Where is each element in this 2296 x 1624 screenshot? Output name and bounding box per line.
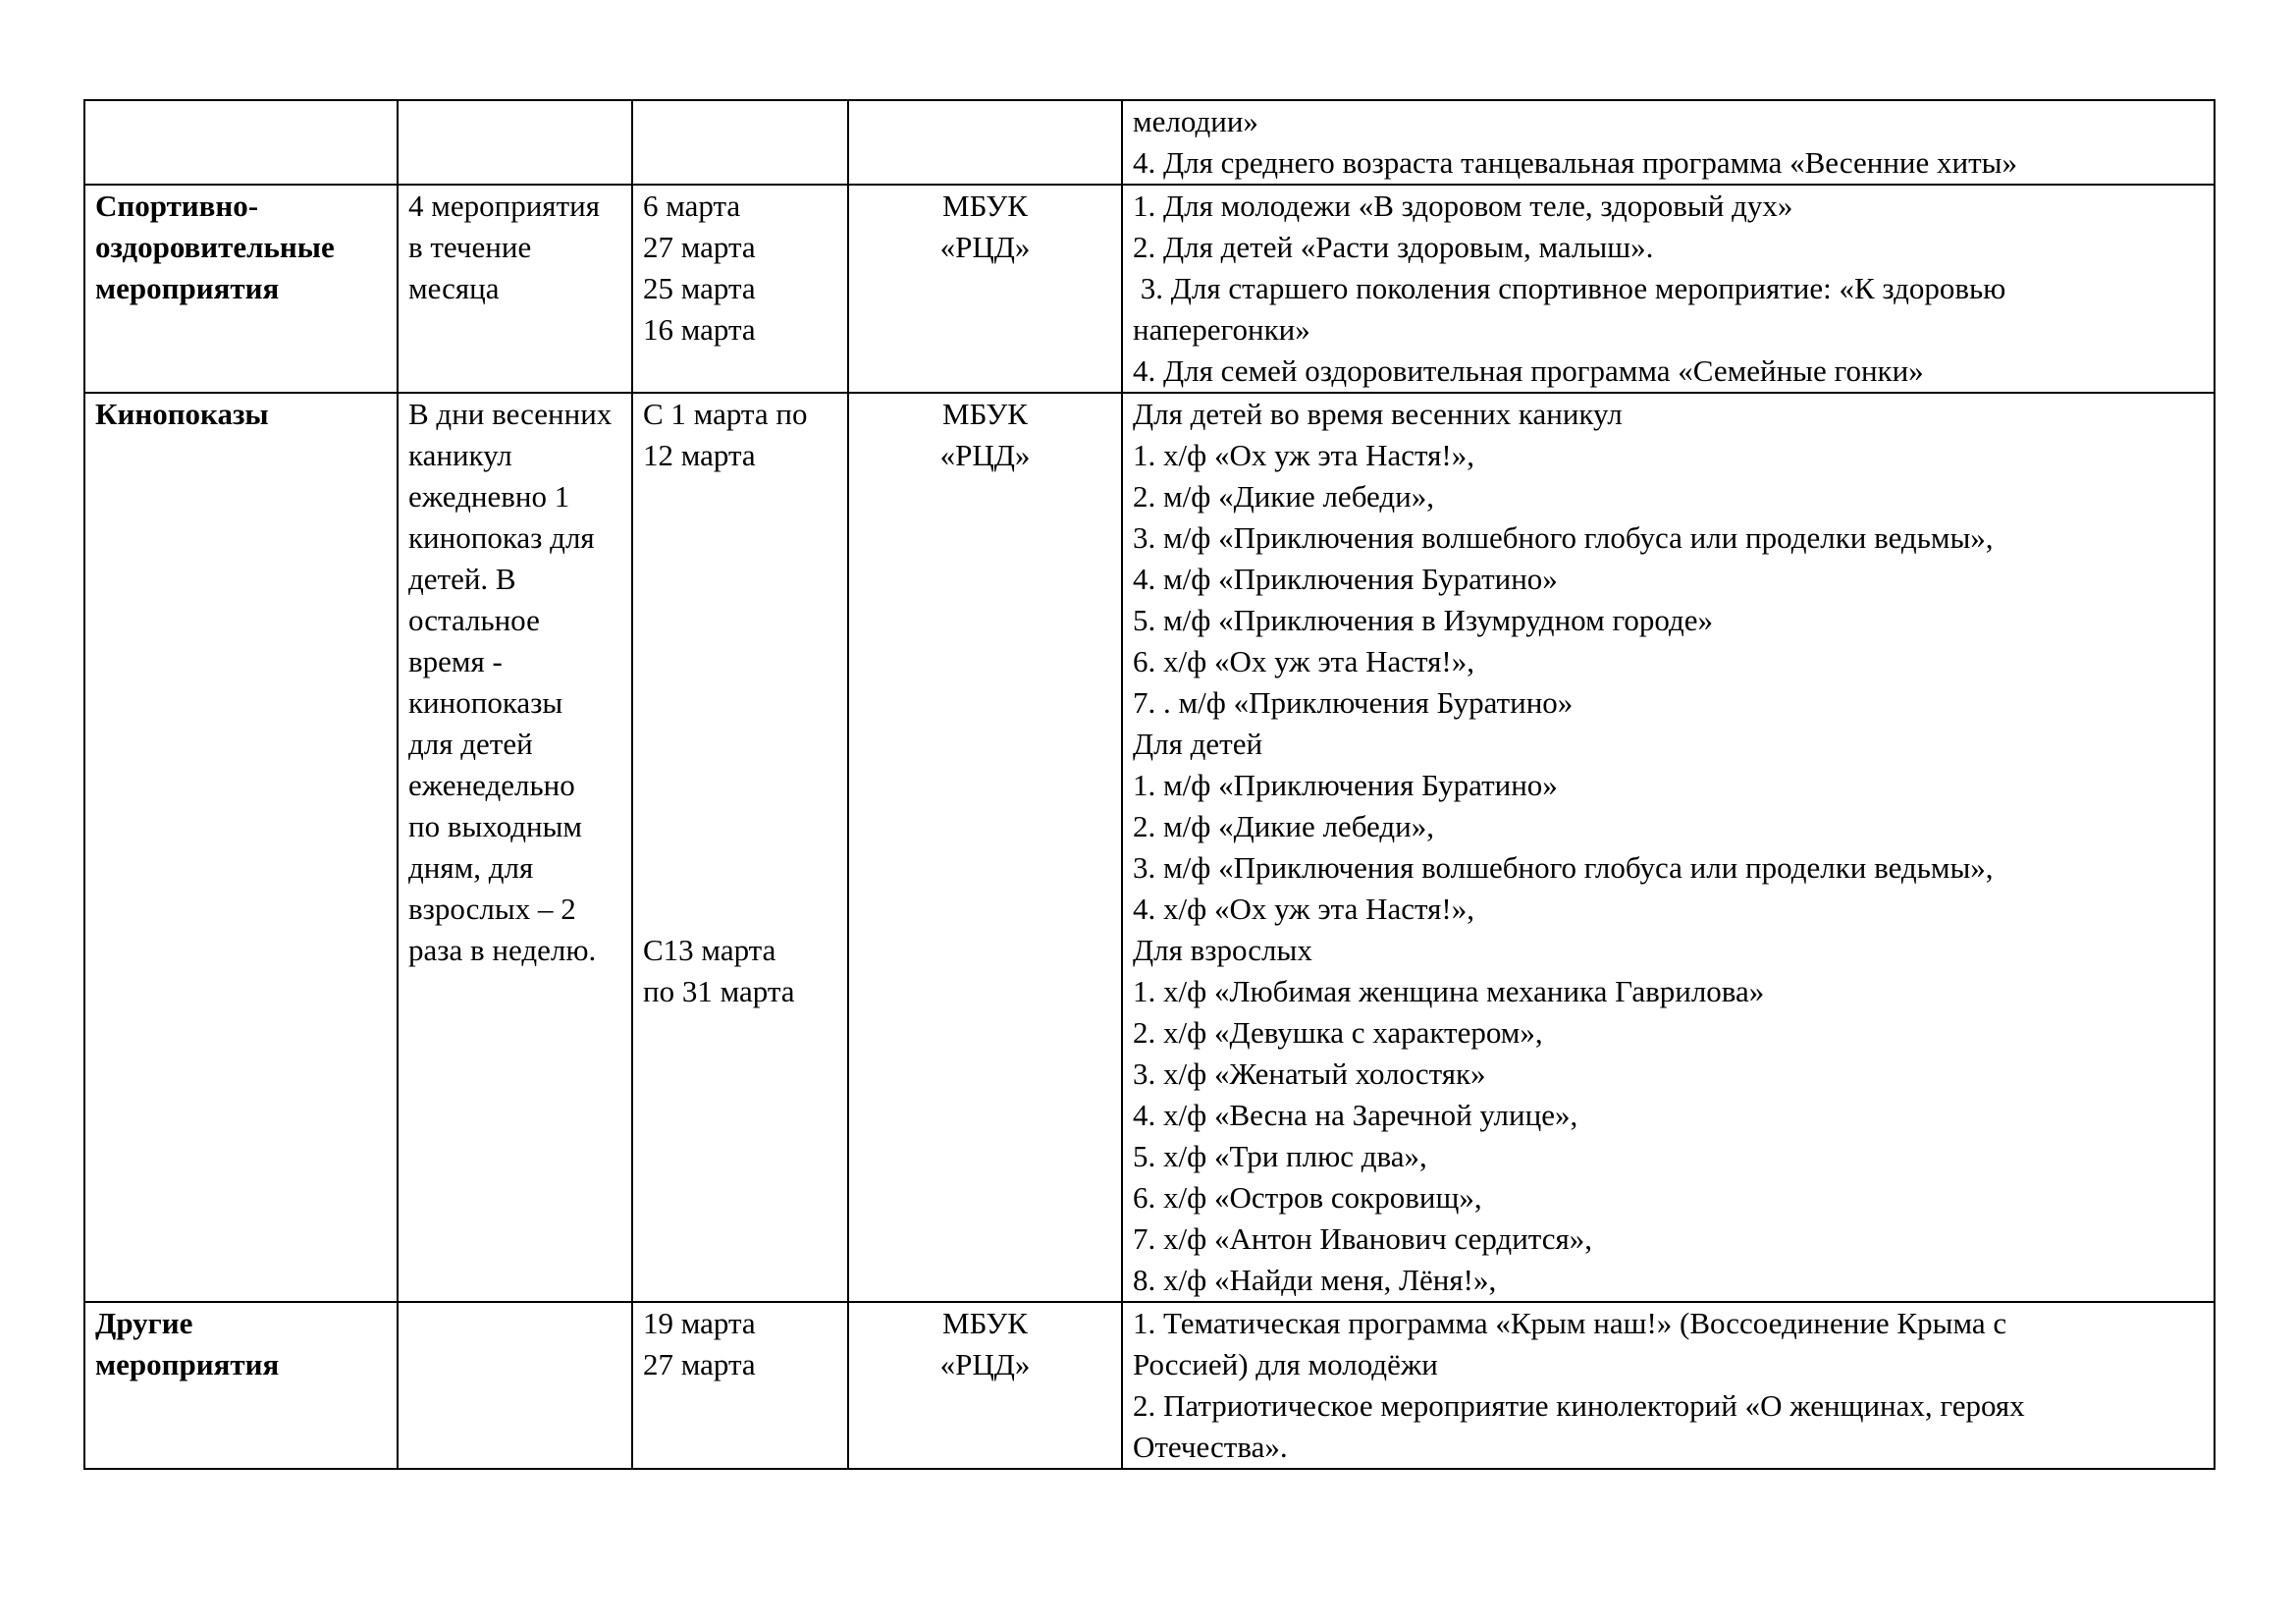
event-line: 2. Патриотическое мероприятие кинолекторий «О женщинах, героях [1133, 1388, 2025, 1423]
frequency-cell [398, 393, 632, 1302]
frequency-text: каникул [408, 438, 512, 472]
date-text: С13 марта [643, 933, 776, 967]
event-line: 6. х/ф «Ох уж эта Настя!», [1133, 644, 1474, 678]
dates-cell [632, 1302, 848, 1469]
event-line: 4. х/ф «Ох уж эта Настя!», [1133, 892, 1474, 926]
frequency-text: в течение [408, 230, 532, 264]
events-cell [1122, 100, 2215, 185]
dates-cell [632, 185, 848, 393]
category-cell [84, 1302, 398, 1469]
event-line: 4. Для среднего возраста танцевальная программа «Весенние хиты» [1133, 145, 2017, 180]
date-spacer [643, 476, 837, 930]
event-line: 1. Для молодежи «В здоровом теле, здоровый дух» [1133, 189, 1793, 223]
event-line: Для детей во время весенних каникул [1133, 397, 1623, 431]
category-label: Другие [95, 1306, 193, 1340]
category-cell [84, 100, 398, 185]
event-line: наперегонки» [1133, 312, 1310, 347]
organizer-text: «РЦД» [939, 1347, 1031, 1381]
event-line: 3. Для старшего поколения спортивное мероприятие: «К здоровью [1133, 271, 2006, 305]
event-line: 2. м/ф «Дикие лебеди», [1133, 479, 1435, 514]
dates-cell [632, 100, 848, 185]
table-row-screenings [84, 393, 2215, 1302]
events-cell [1122, 185, 2215, 393]
table-row-other [84, 1302, 2215, 1469]
date-text: 27 марта [643, 230, 756, 264]
event-line: Для детей [1133, 727, 1263, 761]
date-text: 19 марта [643, 1306, 756, 1340]
events-cell [1122, 393, 2215, 1302]
frequency-text: остальное [408, 603, 540, 637]
event-line: 1. х/ф «Ох уж эта Настя!», [1133, 438, 1474, 472]
frequency-text: кинопоказы [408, 685, 563, 720]
category-cell [84, 393, 398, 1302]
frequency-text: раза в неделю. [408, 933, 597, 967]
date-text: 25 марта [643, 271, 756, 305]
frequency-text: кинопоказ для [408, 520, 595, 555]
event-line: 7. . м/ф «Приключения Буратино» [1133, 685, 1574, 720]
frequency-cell [398, 1302, 632, 1469]
event-line: 1. м/ф «Приключения Буратино» [1133, 768, 1558, 802]
frequency-text: для детей [408, 727, 533, 761]
event-line: 3. х/ф «Женатый холостяк» [1133, 1056, 1486, 1091]
frequency-text: ежедневно 1 [408, 479, 570, 514]
category-cell [84, 185, 398, 393]
event-line: Отечества». [1133, 1430, 1288, 1464]
table-row-continuation [84, 100, 2215, 185]
event-line: 5. м/ф «Приключения в Изумрудном городе» [1133, 603, 1714, 637]
frequency-text: детей. В [408, 562, 516, 596]
frequency-text: еженедельно [408, 768, 575, 802]
date-text: 27 марта [643, 1347, 756, 1381]
frequency-cell [398, 185, 632, 393]
event-line: 2. Для детей «Расти здоровым, малыш». [1133, 230, 1654, 264]
category-label: оздоровительные [95, 230, 335, 264]
organizer-text: МБУК [942, 397, 1028, 431]
event-line: 4. Для семей оздоровительная программа «Семейные гонки» [1133, 353, 1924, 388]
organizer-cell [848, 185, 1122, 393]
category-label: мероприятия [95, 1347, 280, 1381]
event-line: 7. х/ф «Антон Иванович сердится», [1133, 1221, 1592, 1256]
event-line: 4. м/ф «Приключения Буратино» [1133, 562, 1558, 596]
event-line: Россией) для молодёжи [1133, 1347, 1438, 1381]
event-line: Для взрослых [1133, 933, 1312, 967]
events-table [83, 99, 2216, 1470]
table-row-sports [84, 185, 2215, 393]
event-line: 6. х/ф «Остров сокровищ», [1133, 1180, 1482, 1215]
organizer-text: МБУК [942, 1306, 1028, 1340]
organizer-text: «РЦД» [939, 438, 1031, 472]
frequency-text: месяца [408, 271, 500, 305]
event-line: 2. х/ф «Девушка с характером», [1133, 1015, 1543, 1050]
organizer-cell [848, 393, 1122, 1302]
organizer-cell [848, 1302, 1122, 1469]
organizer-text: «РЦД» [939, 230, 1031, 264]
frequency-text: взрослых – 2 [408, 892, 576, 926]
category-label: Кинопоказы [95, 397, 269, 431]
event-line: 1. Тематическая программа «Крым наш!» (Воссоединение Крыма с [1133, 1306, 2007, 1340]
event-line: 2. м/ф «Дикие лебеди», [1133, 809, 1435, 843]
date-text: по 31 марта [643, 974, 795, 1008]
organizer-text: МБУК [942, 189, 1028, 223]
category-label: Спортивно- [95, 189, 259, 223]
event-line: 8. х/ф «Найди меня, Лёня!», [1133, 1263, 1497, 1297]
frequency-text: В дни весенних [408, 397, 613, 431]
events-cell [1122, 1302, 2215, 1469]
category-label: мероприятия [95, 271, 280, 305]
event-line: мелодии» [1133, 104, 1258, 138]
event-line: 3. м/ф «Приключения волшебного глобуса или проделки ведьмы», [1133, 850, 1994, 885]
event-line: 5. х/ф «Три плюс два», [1133, 1139, 1427, 1173]
frequency-text: 4 мероприятия [408, 189, 600, 223]
date-text: 16 марта [643, 312, 756, 347]
dates-cell [632, 393, 848, 1302]
date-text: С 1 марта по [643, 397, 808, 431]
frequency-text: дням, для [408, 850, 534, 885]
date-text: 6 марта [643, 189, 741, 223]
frequency-text: по выходным [408, 809, 583, 843]
date-text: 12 марта [643, 438, 756, 472]
organizer-cell [848, 100, 1122, 185]
frequency-cell [398, 100, 632, 185]
event-line: 1. х/ф «Любимая женщина механика Гаврилова» [1133, 974, 1765, 1008]
event-line: 4. х/ф «Весна на Заречной улице», [1133, 1098, 1578, 1132]
frequency-text: время - [408, 644, 503, 678]
event-line: 3. м/ф «Приключения волшебного глобуса или проделки ведьмы», [1133, 520, 1994, 555]
